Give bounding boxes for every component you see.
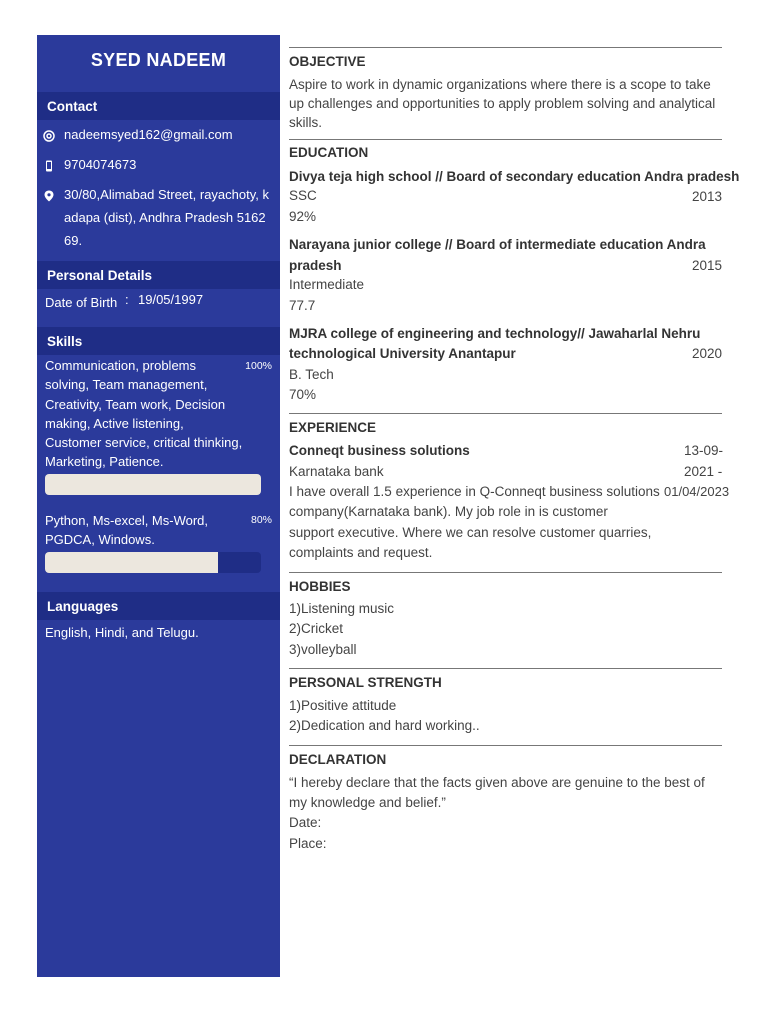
experience-desc-line: complaints and request.: [289, 545, 433, 560]
experience-date: 13-09-: [684, 443, 724, 458]
experience-company: Conneqt business solutions: [289, 443, 470, 458]
section-divider: [289, 668, 722, 669]
experience-desc-line: I have overall 1.5 experience in Q-Conneqt business solutions: [289, 484, 660, 499]
education-score: 70%: [289, 387, 317, 402]
experience-date: 2021 -: [684, 464, 723, 479]
mobile-phone-icon: [43, 160, 55, 172]
section-divider: [289, 572, 722, 573]
address-line: 30/80,Alimabad Street, rayachoty, k: [64, 187, 269, 202]
languages-heading: Languages: [37, 592, 280, 620]
languages-text: English, Hindi, and Telugu.: [45, 625, 199, 640]
education-title: MJRA college of engineering and technology// Jawaharlal Nehru: [289, 326, 701, 341]
hobbies-heading: HOBBIES: [289, 579, 351, 594]
skill-level-bar: [45, 474, 261, 495]
email-text: nadeemsyed162@gmail.com: [64, 127, 233, 142]
address-line: adapa (dist), Andhra Pradesh 5162: [64, 210, 266, 225]
skill-percent: 80%: [250, 514, 272, 526]
location-pin-icon: [43, 190, 55, 202]
strength-heading: PERSONAL STRENGTH: [289, 675, 442, 690]
declaration-heading: DECLARATION: [289, 752, 387, 767]
section-divider: [289, 413, 722, 414]
strength-item: 1)Positive attitude: [289, 698, 397, 713]
sidebar: [37, 35, 280, 977]
skills-heading: Skills: [37, 327, 280, 355]
education-heading: EDUCATION: [289, 145, 369, 160]
education-title: Narayana junior college // Board of intermediate education Andra: [289, 237, 706, 252]
objective-line: skills.: [289, 115, 322, 130]
dob-label: Date of Birth: [45, 295, 118, 310]
declaration-line: “I hereby declare that the facts given above are genuine to the best of: [289, 775, 705, 790]
education-title: technological University Anantapur: [289, 346, 516, 361]
skill-group-text: Python, Ms-excel, Ms-Word, PGDCA, Windows.: [45, 513, 209, 548]
declaration-line: my knowledge and belief.”: [289, 795, 446, 810]
education-title: pradesh: [289, 258, 342, 273]
experience-date: 01/04/2023: [664, 484, 730, 499]
address-line: 69.: [64, 233, 83, 248]
education-title: Divya teja high school // Board of secondary education Andra pradesh: [289, 169, 740, 184]
education-degree: B. Tech: [289, 367, 334, 382]
education-score: 77.7: [289, 298, 316, 313]
skill-group-text: Communication, problems solving, Team management, Creativity, Team work, Decision making, Active listening, Customer service, critical thinking, Marketing, Patience.: [45, 358, 243, 470]
hobby-item: 1)Listening music: [289, 601, 395, 616]
skill-level-bar: [45, 552, 261, 573]
strength-item: 2)Dedication and hard working..: [289, 718, 480, 733]
education-year: 2015: [691, 258, 722, 273]
skill-percent: 100%: [245, 360, 272, 372]
hobby-item: 2)Cricket: [289, 621, 344, 636]
declaration-place-label: Place:: [289, 836, 327, 851]
education-degree: SSC: [289, 188, 317, 203]
education-score: 92%: [289, 209, 317, 224]
candidate-name: SYED NADEEM: [90, 50, 227, 70]
personal-details-heading: Personal Details: [37, 261, 280, 289]
experience-client: Karnataka bank: [289, 464, 384, 479]
section-divider: [289, 139, 722, 140]
section-divider: [289, 47, 722, 48]
experience-desc-line: company(Karnataka bank). My job role in is customer: [289, 504, 608, 519]
declaration-date-label: Date:: [289, 815, 322, 830]
education-year: 2013: [691, 189, 722, 204]
dob-value: 19/05/1997: [138, 292, 204, 307]
education-degree: Intermediate: [289, 277, 365, 292]
dob-separator: :: [125, 292, 129, 307]
contact-heading: Contact: [37, 92, 280, 120]
objective-heading: OBJECTIVE: [289, 54, 366, 69]
section-divider: [289, 745, 722, 746]
at-icon: [43, 130, 55, 142]
experience-heading: EXPERIENCE: [289, 420, 377, 435]
hobby-item: 3)volleyball: [289, 642, 357, 657]
objective-line: Aspire to work in dynamic organizations where there is a scope to take: [289, 77, 711, 92]
education-year: 2020: [691, 346, 722, 361]
objective-line: up challenges and opportunities to apply problem solving and analytical: [289, 96, 716, 111]
experience-desc-line: support executive. Where we can resolve customer quarries,: [289, 525, 652, 540]
phone-text: 9704074673: [64, 157, 137, 172]
